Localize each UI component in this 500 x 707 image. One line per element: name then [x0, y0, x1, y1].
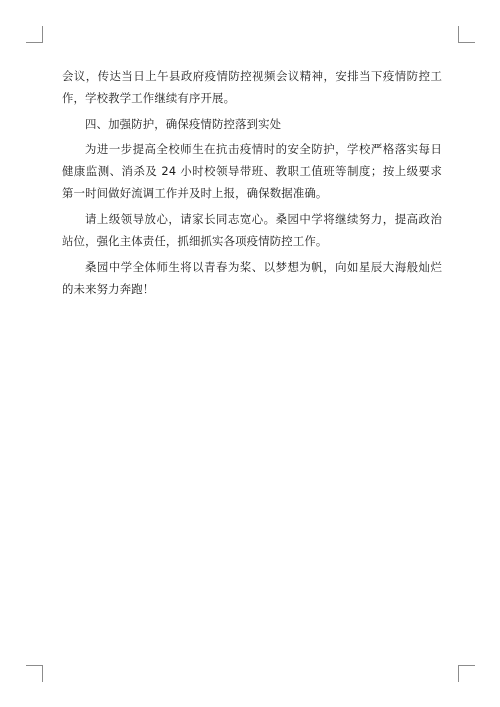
paragraph-reassurance: 请上级领导放心，请家长同志宽心。桑园中学将继续努力，提高政治站位，强化主体责任，抓细抓实各项疫情防控工作。 [62, 212, 442, 248]
crop-mark-bottom-left [26, 665, 43, 682]
crop-mark-top-left [26, 26, 43, 43]
paragraph-closing: 桑园中学全体师生将以青春为桨、以梦想为帆，向如星辰大海般灿烂的未来努力奔跑！ [62, 260, 442, 296]
paragraph-meeting-continuation: 会议，传达当日上午县政府疫情防控视频会议精神，安排当下疫情防控工作，学校教学工作继续有序开展。 [62, 69, 442, 105]
document-body [62, 65, 442, 304]
paragraph-protection-measures: 为进一步提高全校师生在抗击疫情时的安全防护，学校严格落实每日健康监测、消杀及 24 小时校领导带班、教职工值班等制度；按上级要求第一时间做好流调工作并及时上报，确保数据准确。 [62, 142, 442, 200]
crop-mark-top-right [458, 26, 475, 43]
section-heading-protection: 四、加强防护，确保疫情防控落到实处 [85, 117, 282, 131]
crop-mark-bottom-right [458, 665, 475, 682]
